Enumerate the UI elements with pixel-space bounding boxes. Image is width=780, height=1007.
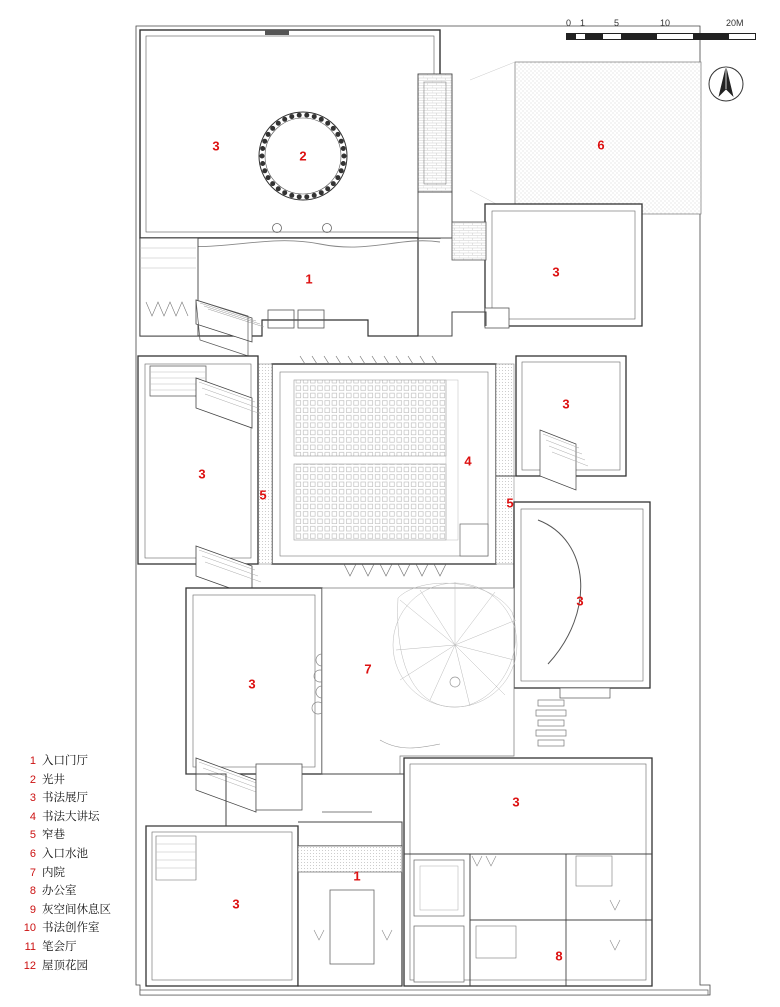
legend-label: 办公室 — [42, 885, 77, 898]
plan-room-number: 3 — [248, 676, 256, 692]
legend-label: 书法大讲坛 — [42, 810, 100, 823]
legend-item — [18, 882, 198, 901]
plan-room-number: 4 — [464, 453, 472, 469]
plan-room-number: 3 — [212, 138, 220, 154]
northeast-exhibition-hall — [452, 204, 642, 328]
scale-tick-0: 0 — [566, 18, 572, 28]
legend-label: 光井 — [42, 773, 65, 786]
legend-item — [18, 808, 198, 827]
plan-room-number: 7 — [364, 661, 372, 677]
legend-label: 灰空间休息区 — [42, 903, 111, 916]
legend-label: 入口水池 — [42, 847, 88, 860]
legend-item — [18, 957, 198, 976]
legend-number: 10 — [23, 922, 36, 935]
scale-tick-1: 1 — [580, 18, 586, 28]
plan-room-number: 3 — [562, 396, 570, 412]
south-building-block — [404, 758, 652, 986]
plan-room-number: 5 — [259, 487, 267, 503]
entrance-lobby-north — [140, 238, 440, 356]
legend-item — [18, 845, 198, 864]
scale-tick-5: 5 — [614, 18, 620, 28]
legend-number: 11 — [24, 940, 36, 953]
scale-bar-graphic — [566, 33, 756, 40]
plan-room-number: 3 — [232, 896, 240, 912]
calligraphy-lecture-hall — [272, 356, 496, 576]
legend-number: 8 — [29, 885, 36, 898]
plan-room-number: 2 — [299, 148, 307, 164]
southwest-exhibition-hall — [186, 588, 328, 812]
legend-item — [18, 901, 198, 920]
legend-item — [18, 826, 198, 845]
scale-bar-labels — [566, 18, 756, 30]
plan-room-number: 1 — [353, 868, 361, 884]
legend-label: 入口门厅 — [42, 755, 88, 767]
legend — [18, 752, 198, 975]
plan-room-number: 8 — [555, 948, 563, 964]
legend-number: 9 — [29, 903, 36, 916]
plan-room-number: 1 — [305, 271, 313, 287]
legend-item — [18, 864, 198, 883]
legend-number: 3 — [29, 792, 36, 805]
plan-room-number: 5 — [506, 495, 514, 511]
plan-room-number: 3 — [512, 794, 520, 810]
legend-label: 书法展厅 — [42, 792, 88, 805]
legend-label: 屋顶花园 — [42, 959, 88, 972]
plan-room-number: 3 — [576, 593, 584, 609]
legend-item — [18, 752, 198, 771]
legend-item — [18, 919, 198, 938]
legend-label: 窄巷 — [42, 829, 65, 842]
legend-item — [18, 771, 198, 790]
north-exhibition-hall — [140, 30, 440, 238]
legend-number: 12 — [23, 959, 36, 972]
legend-number: 7 — [29, 866, 36, 879]
legend-number: 2 — [29, 773, 36, 786]
plan-room-number: 3 — [552, 264, 560, 280]
legend-label: 书法创作室 — [42, 922, 100, 935]
legend-label: 内院 — [42, 866, 65, 879]
legend-number: 5 — [29, 829, 36, 842]
legend-number: 1 — [29, 755, 36, 767]
legend-number: 6 — [29, 847, 36, 860]
entrance-pool-area — [470, 62, 701, 214]
legend-number: 4 — [29, 810, 36, 823]
east-exhibition-hall-mid — [516, 356, 626, 490]
scale-tick-20: 20M — [726, 18, 744, 28]
plan-room-number: 6 — [597, 137, 605, 153]
legend-label: 笔会厅 — [42, 940, 77, 953]
legend-item — [18, 938, 198, 957]
north-corridor-strip — [418, 74, 452, 238]
legend-item — [18, 789, 198, 808]
plan-room-number: 3 — [198, 466, 206, 482]
entrance-lobby-south — [298, 812, 402, 986]
scale-bar — [566, 18, 756, 46]
scale-tick-10: 10 — [660, 18, 671, 28]
north-arrow-icon — [706, 62, 746, 108]
